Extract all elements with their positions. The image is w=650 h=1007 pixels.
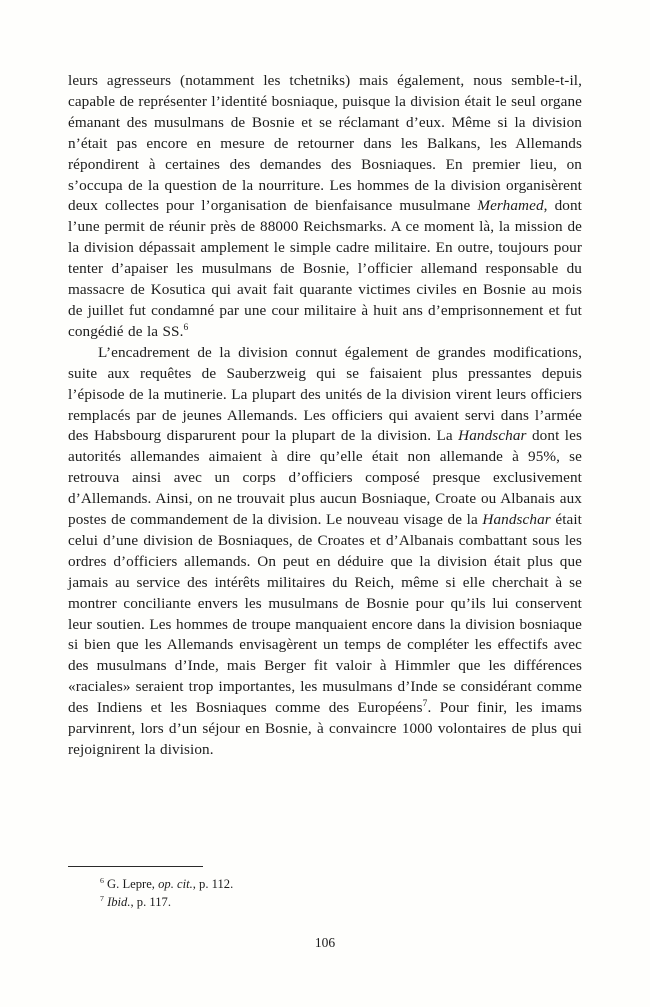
footnote-area (68, 866, 582, 912)
body-text (68, 71, 582, 761)
footnote-7: $^7$ Ibid., p. 117. (100, 893, 171, 909)
footnote-separator-rule (68, 866, 203, 867)
paragraph-2: L’encadrement de la division connut également de grandes modifications, suite aux requêtes de Sauberzweig qui se faisaient plus pressantes depuis l’épisode de la mutinerie. La plupart des unités de la division virent leurs officiers remplacés par de jeunes Allemands. Les officiers qui avaient servi dans l’armée des Habsbourg disparurent pour la plupart de la division. La Handschar dont les autorités allemandes aimaient à dire qu’elle était non allemande à 95%, se retrouva ainsi avec un corps d’officiers composé presque exclusivement d’Allemands. Ainsi, on ne trouvait plus aucun Bosniaque, Croate ou Albanais aux postes de commandement de la division. Le nouveau visage de la Handschar était celui d’une division de Bosniaques, de Croates et d’Albanais combattant sous les ordres d’officiers allemands. On peut en déduire que la division était plus que jamais au service des intérêts militaires du Reich, même si elle cherchait à se montrer conciliante envers les musulmans de Bosnie pour qu’ils lui conservent leur soutien. Les hommes de troupe manquaient encore dans la division bosniaque si bien que les Allemands envisagèrent un temps de compléter les effectifs avec des musulmans d’Inde, mais Berger fit valoir à Himmler que les différences «raciales» seraient trop importantes, les musulmans d’Inde se considérant comme des Indiens et les Bosniaques comme des Européens$^7$. Pour finir, les imams parvinrent, lors d’un séjour en Bosnie, à convaincre 1000 volontaires de plus qui rejoignirent la division. (68, 343, 582, 758)
page-number: 106 (314, 935, 336, 950)
paragraph-1: leurs agresseurs (notamment les tchetniks) mais également, nous semble-t-il, capable de représenter l’identité bosniaque, puisque la division était le seul organe émanant des musulmans de Bosnie et se réclamant d’eux. Même si la division n’était pas encore en mesure de retourner dans les Balkans, les Allemands répondirent à certaines des demandes des Bosniaques. En premier lieu, on s’occupa de la question de la nourriture. Les hommes de la division organisèrent deux collectes pour l’organisation de bienfaisance musulmane Merhamed, dont l’une permit de réunir près de 88000 Reichsmarks. A ce moment là, la mission de la division dépassait amplement le simple cadre militaire. En outre, toujours pour tenter d’apaiser les musulmans de Bosnie, l’officier allemand responsable du massacre de Kosutica qui avait fait quarante victimes civiles en Bosnie au mois de juillet fut condamné par une cour militaire à huit ans d’emprisonnement et fut congédié de la SS.$^6$ (68, 72, 582, 340)
footnote-6: $^6$ G. Lepre, op. cit., p. 112. (100, 875, 234, 891)
